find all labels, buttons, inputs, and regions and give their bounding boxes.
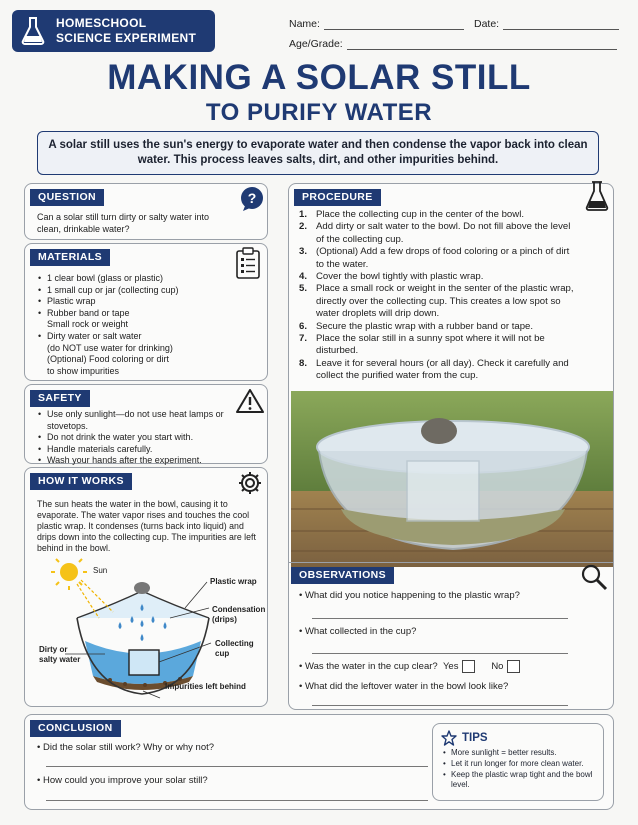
material-food: (Optional) Food coloring or dirt	[47, 354, 170, 365]
procedure-step	[299, 246, 579, 271]
materials-panel	[24, 243, 268, 381]
magnifier-icon	[580, 563, 608, 591]
step-text: Secure the plastic wrap with a rubber band or tape.	[316, 320, 534, 332]
solar-still-photo	[291, 391, 613, 567]
procedure-steps	[299, 209, 579, 383]
safety-heading: SAFETY	[30, 390, 90, 407]
material-item: • 1 clear bowl (glass or plastic)	[37, 273, 237, 285]
material-warning: (do NOT use water for drinking)	[47, 342, 173, 353]
tip-item: • Let it run longer for more clean water.	[443, 759, 601, 770]
step-text: Cover the bowl tightly with plastic wrap.	[316, 271, 484, 283]
label-condensation	[212, 605, 265, 624]
safety-item: • Wash your hands after the experiment.	[37, 455, 237, 467]
safety-panel	[24, 384, 268, 464]
question-heading: QUESTION	[30, 189, 104, 206]
brand-line-1: HOMESCHOOL	[56, 16, 147, 30]
yes-label: Yes	[442, 661, 459, 673]
label-collecting-cup	[215, 639, 254, 658]
step-number: 6.	[299, 320, 308, 332]
step-number: 7.	[299, 333, 308, 345]
question-bubble-icon	[239, 186, 265, 212]
age-line[interactable]	[347, 39, 617, 50]
flask-icon	[20, 16, 46, 46]
observations-heading: OBSERVATIONS	[291, 567, 394, 584]
step-number: 5.	[299, 283, 308, 295]
page-title: MAKING A SOLAR STILL	[107, 58, 531, 97]
safety-item: • Handle materials carefully.	[37, 444, 237, 456]
step-text: Add dirty or salt water to the bowl. Do not fill above the level of the collecting cup.	[316, 221, 571, 245]
conclusion-answer-1[interactable]	[46, 766, 428, 767]
tips-box	[432, 723, 604, 801]
procedure-heading: PROCEDURE	[294, 189, 381, 206]
step-number: 4.	[299, 271, 308, 283]
step-number: 3.	[299, 246, 308, 258]
question-panel	[24, 183, 268, 240]
beaker-icon	[584, 180, 610, 212]
step-text: (Optional) Add a few drops of food coloring or a pinch of dirt to the water.	[316, 246, 570, 270]
step-text: Place a small rock or weight in the senter of the plastic wrap, directly over the collecting cup. This creates a low spot so water droplets will drip down.	[316, 283, 574, 320]
clear-question-text: Was the water in the cup clear?	[304, 661, 438, 673]
name-label: Name:	[289, 18, 320, 30]
observation-question-1: • What did you notice happening to the plastic wrap?	[299, 590, 520, 601]
material-show: to show impurities	[47, 365, 120, 376]
brand-line-2: SCIENCE EXPERIMENT	[56, 31, 197, 45]
safety-item: • Use only sunlight—do not use heat lamps or stovetops.	[37, 409, 237, 432]
materials-heading: MATERIALS	[30, 249, 110, 266]
label-impurities: Impurities left behind	[165, 682, 246, 691]
how-text: The sun heats the water in the bowl, causing it to evaporate. The water vapor rises and touches the cool plastic wrap. It condenses (turns back into liquid) and drips down into the collecting cup. The impurities are left behind in the bowl.	[37, 499, 256, 553]
safety-item: • Do not drink the water you start with.	[37, 432, 237, 444]
name-line[interactable]	[324, 19, 464, 30]
tips-heading: TIPS	[462, 732, 488, 744]
step-number: 2.	[299, 221, 308, 233]
age-label: Age/Grade:	[289, 38, 343, 50]
label-drips-text: (drips)	[212, 614, 237, 624]
label-cup-text: cup	[215, 648, 230, 658]
date-line[interactable]	[503, 19, 619, 30]
procedure-step	[299, 209, 579, 221]
step-number: 8.	[299, 357, 308, 369]
observation-question-3	[299, 660, 520, 673]
age-field[interactable]	[289, 38, 617, 50]
star-icon	[441, 730, 457, 746]
step-number: 1.	[299, 209, 308, 220]
label-dirty-text: Dirty or	[39, 645, 68, 654]
label-salty-text: salty water	[39, 654, 81, 664]
material-item: • Dirty water or salt water	[37, 331, 237, 343]
procedure-step	[299, 358, 579, 383]
observation-question-2: • What collected in the cup?	[299, 626, 416, 637]
clipboard-icon	[235, 247, 261, 279]
answer-line-2[interactable]	[312, 653, 568, 654]
observation-question-4: • What did the leftover water in the bowl look like?	[299, 681, 508, 692]
procedure-step	[299, 221, 579, 246]
tip-item: • Keep the plastic wrap tight and the bowl level.	[443, 770, 601, 792]
label-condensation-text: Condensation	[212, 605, 266, 614]
step-text: Place the collecting cup in the center of the bowl.	[316, 209, 524, 220]
how-heading: HOW IT WORKS	[30, 473, 132, 490]
procedure-step	[299, 321, 579, 333]
conclusion-question-1: • Did the solar still work? Why or why not?	[37, 742, 214, 753]
label-plastic-wrap: Plastic wrap	[210, 577, 257, 586]
conclusion-answer-2[interactable]	[46, 800, 428, 801]
procedure-step	[299, 271, 579, 283]
material-item: • Rubber band or tape	[37, 308, 237, 320]
yes-checkbox[interactable]	[462, 660, 475, 673]
procedure-step	[299, 283, 579, 320]
date-label: Date:	[474, 18, 500, 30]
material-item: • Plastic wrap	[37, 296, 237, 308]
how-it-works-panel	[24, 467, 268, 707]
material-item: • 1 small cup or jar (collecting cup)	[37, 285, 237, 297]
gear-icon	[237, 470, 263, 496]
tip-item: • More sunlight = better results.	[443, 748, 601, 759]
warning-icon	[235, 388, 265, 414]
tips-heading-row	[441, 730, 488, 746]
name-field[interactable]	[289, 18, 464, 30]
answer-line-1[interactable]	[312, 618, 568, 619]
brand-badge	[12, 10, 215, 52]
material-rock: Small rock or weight	[47, 319, 129, 330]
page-subtitle: TO PURIFY WATER	[205, 99, 433, 126]
label-collecting-text: Collecting	[215, 639, 254, 648]
no-checkbox[interactable]	[507, 660, 520, 673]
no-label: No	[491, 661, 504, 673]
intro-box: A solar still uses the sun's energy to evaporate water and then condense the vapor back into clean water. This process leaves salts, dirt, and other impurities behind.	[37, 131, 599, 175]
step-text: Place the solar still in a sunny spot where it will not be disturbed.	[316, 333, 545, 357]
question-text: Can a solar still turn dirty or salty water into clean, drinkable water?	[37, 212, 210, 234]
date-field[interactable]	[474, 18, 619, 30]
conclusion-question-2: • How could you improve your solar still?	[37, 775, 208, 786]
label-dirty-water	[39, 645, 80, 664]
answer-line-4[interactable]	[312, 705, 568, 706]
procedure-step	[299, 333, 579, 358]
svg-text:?: ?	[247, 190, 257, 206]
conclusion-heading: CONCLUSION	[30, 720, 121, 737]
step-text: Leave it for several hours (or all day). Check it carefully and collect the purified water from the cup.	[316, 357, 569, 382]
label-sun: Sun	[93, 566, 108, 575]
